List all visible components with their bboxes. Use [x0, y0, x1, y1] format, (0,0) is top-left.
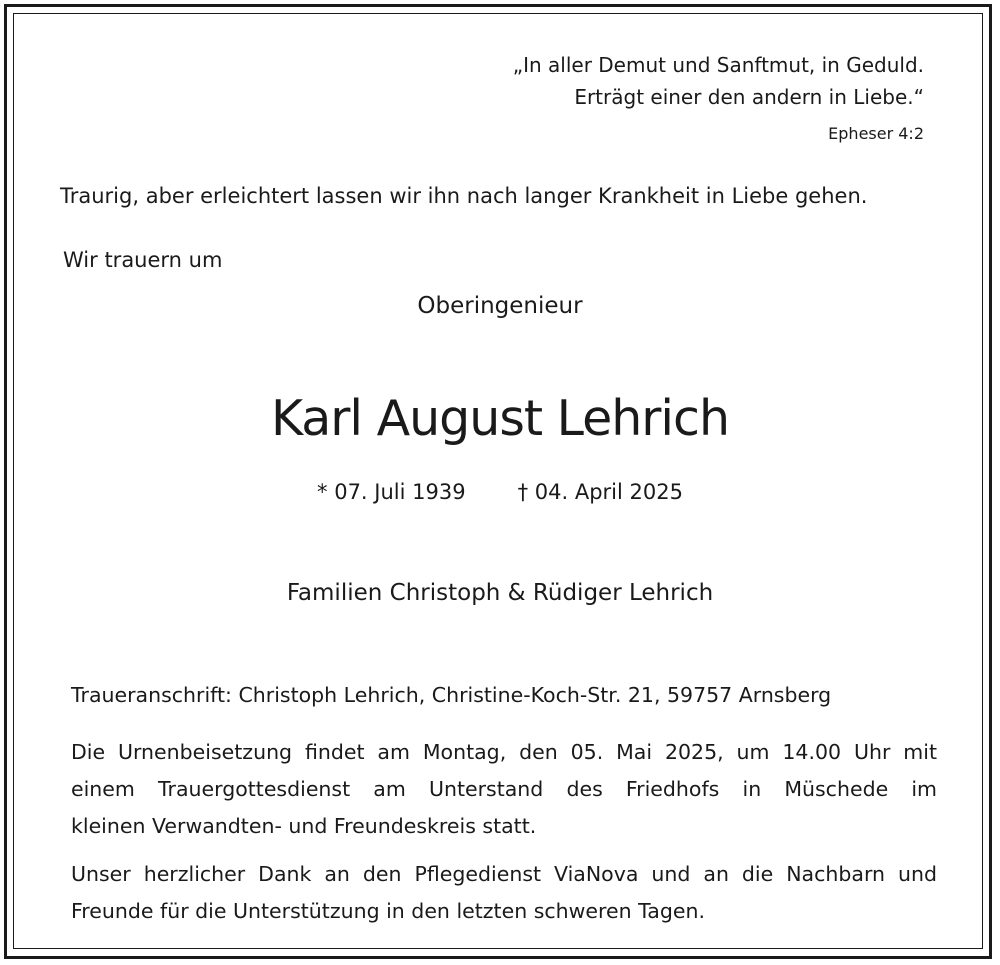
mourning-address: Traueranschrift: Christoph Lehrich, Christine-Koch-Str. 21, 59757 Arnsberg: [71, 683, 832, 707]
intro-text: Traurig, aber erleichtert lassen wir ihn nach langer Krankheit in Liebe gehen.: [60, 184, 868, 208]
burial-line: einem Trauergottesdienst am Unterstand des Friedhofs in Müschede im: [71, 777, 937, 801]
thanks-paragraph: [71, 856, 937, 930]
deceased-title: Oberingenieur: [417, 293, 583, 319]
thanks-line: Unser herzlicher Dank an den Pflegedienst ViaNova und an die Nachbarn und: [71, 862, 937, 886]
family-names: Familien Christoph & Rüdiger Lehrich: [286, 580, 714, 606]
mourn-line: Wir trauern um: [63, 248, 223, 272]
burial-paragraph: [71, 734, 937, 845]
burial-line: kleinen Verwandten- und Freundeskreis statt.: [71, 814, 537, 838]
bible-quote-line-1: „In aller Demut und Sanftmut, in Geduld.: [512, 53, 924, 77]
life-dates: [0, 480, 1000, 504]
deceased-name: Karl August Lehrich: [270, 390, 730, 447]
thanks-line: Freunde für die Unterstützung in den letzten schweren Tagen.: [71, 899, 705, 923]
death-date: † 04. April 2025: [517, 480, 683, 504]
birth-date: * 07. Juli 1939: [317, 480, 466, 504]
burial-line: Die Urnenbeisetzung findet am Montag, den 05. Mai 2025, um 14.00 Uhr mit: [71, 740, 937, 764]
bible-quote-line-2: Erträgt einer den andern in Liebe.“: [574, 85, 924, 109]
bible-quote-source: Epheser 4:2: [828, 124, 924, 143]
